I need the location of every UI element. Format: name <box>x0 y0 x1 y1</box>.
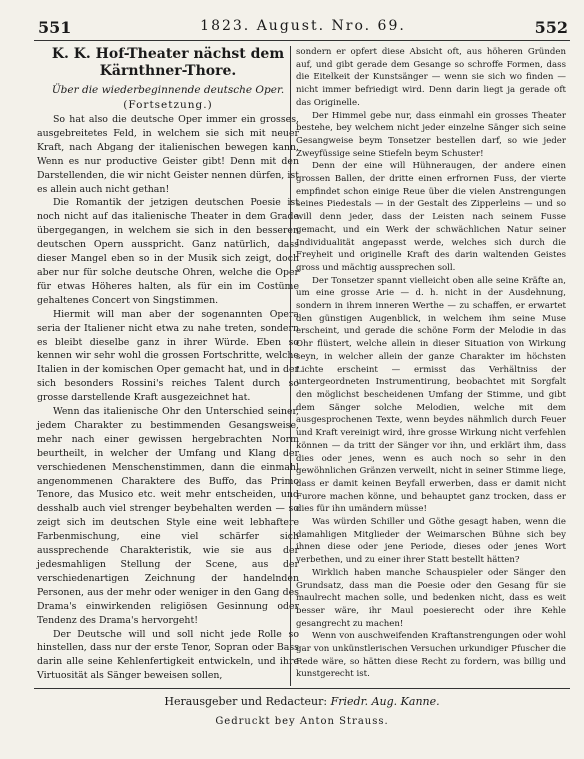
paragraph: Denn der eine will Hühneraugen, der andere einen grossen Ballen, der dritte einen erfrornen Fuss, der vierte empfindet schon einige Reue über die vielen Anstrengungen seines Piedestals — in der Gestalt des Zipperleins — und so will denn jeder, dass der Leisten nach seinem Fusse gemacht, und ein Werk der schwächlichen Natur seiner Individualität angepasst werde, welches sich durch die Freyheit und originelle Kraft des darin waltenden Geistes gross und mächtig aussprechen soll. <box>296 161 566 273</box>
editor-label: Herausgeber und Redacteur: <box>164 695 328 708</box>
paragraph: Die Romantik der jetzigen deutschen Poesie ist noch nicht auf das italienische Theater in dem Grade übergegangen, in welchem sie sich in den besseren deutschen Opern ausspricht. Ganz natürlich, dass dieser Mangel eben so in der Musik sich zeigt, doch aber nur für solche deutsche Ohren, welche die Oper für etwas Höheres halten, als für ein im Costüme gehaltenes Concert von Singstimmen. <box>37 197 299 306</box>
printer-line: Gedruckt bey Anton Strauss. <box>215 716 389 727</box>
paragraph: sondern er opfert diese Absicht oft, aus höheren Gründen auf, und gibt gerade dem Gesange so schroffe Formen, dass die Eitelkeit der Kunstsänger — wenn sie sich wo finden — nicht immer befriedigt wird. Denn darin liegt ja gerade oft das Originelle. <box>296 47 566 108</box>
page-number-right: 552 <box>534 18 568 37</box>
paragraph: Der Deutsche will und soll nicht jede Rolle so hinstellen, dass nur der erste Tenor, Sopran oder Bass darin alle seine Kehlenfertigkeit entwickeln, und ihre Virtuosität als Sänger beweisen sollen, <box>37 628 299 682</box>
left-column <box>37 46 299 683</box>
article-title: K. K. Hof-Theater nächst dem Kärnthner-Thore. <box>51 46 285 79</box>
header-rule <box>34 40 570 41</box>
paragraph: Was würden Schiller und Göthe gesagt haben, wenn die damahligen Mitglieder der Weimarschen Bühne sich bey ihnen diese oder jene Periode, dieses oder jenes Wort verbethen, und zu einer ihrer Statt bestellt hätten? <box>296 517 566 566</box>
continuation-label: (Fortsetzung.) <box>123 99 213 111</box>
article-subtitle: Über die wiederbeginnende deutsche Oper. <box>51 84 285 96</box>
running-title: 1823. August. Nro. 69. <box>200 18 406 34</box>
column-rule <box>290 46 291 686</box>
footer-rule <box>34 688 570 689</box>
editor-line <box>34 695 570 708</box>
page-header <box>38 14 568 38</box>
paragraph: Der Tonsetzer spannt vielleicht oben alle seine Kräfte an, um eine grosse Arie — d. h. nicht in der Ausdehnung, sondern in ihrem inneren Werthe — zu schaffen, er erwartet den günstigen Augenblick, in welchem ihm seine Muse erscheint, und gerade die schöne Form der Melodie in das Ohr flüstert, welche allein in dieser Situation von Wirkung seyn, in welcher allein der ganze Charakter im höchsten Lichte erscheint — ermisst das Verhältniss der untergeordneten Instrumentirung, beobachtet mit Sorgfalt den möglichst bescheidenen Umfang der Stimme, und gibt dem Sänger solche Melodien, welche mit dem ausgesprochenen Texte, wenn beydes nähmlich durch Feuer und Kraft vereinigt wird, ihre grosse Wirkung nicht verfehlen können — da tritt der Sänger vor ihn, und erklärt ihm, dass dies oder jenes, wenn es auch noch so sehr in den gewöhnlichen Gränzen verweilt, nicht in seiner Stimme liege, dass er damit keinen Beyfall erwerben, dass er damit nicht Furore machen könne, und behauptet ganz trocken, dass er dies für ihn umändern müsse! <box>296 275 566 515</box>
page-number-left: 551 <box>38 18 72 37</box>
paragraph: Wirklich haben manche Schauspieler oder Sänger den Grundsatz, dass man die Poesie oder den Gesang für sie maulrecht machen solle, und bedenken nicht, dass es weit besser wäre, ihr Maul poesierecht oder ihre Kehle gesangrecht zu machen! <box>296 567 566 629</box>
paragraph: Der Himmel gebe nur, dass einmahl ein grosses Theater bestehe, bey welchem nicht jeder einzelne Sänger sich seine Gesangweise beym Tonsetzer bestellen darf, so wie jeder Zweyfüssige seine Stiefeln beym Schuster! <box>296 110 566 159</box>
paragraph: So hat also die deutsche Oper immer ein grosses, ausgebreitetes Feld, in welchem sie sich mit neuer Kraft, nach Abgang der italienischen bewegen kann. Wenn es nur productive Geister gibt! Denn mit den Darstellenden, die wir nicht Geister nennen dürfen, ist es allein auch nicht gethan! <box>37 114 299 195</box>
paragraph: Wenn von auschweifenden Kraftanstrengungen oder wohl gar von unkünstlerischen Versuchen urkundiger Pfuscher die Rede wäre, so hätten diese Recht zu fordern, was billig und kunstgerecht ist. <box>296 631 566 680</box>
editor-name: Friedr. Aug. Kanne. <box>330 695 440 708</box>
right-column <box>296 46 566 681</box>
paragraph: Wenn das italienische Ohr den Unterschied seiner, jedem Charakter zu bestimmenden Gesangsweise, mehr nach einer gewissen hergebrachten Norm beurtheilt, in welcher der Umfang und Klang der verschiedenen Menschenstimmen, dann die einmahl angenommenen Charaktere des Buffo, das Primo Tenore, das Musico etc. weit mehr entscheiden, und desshalb auch viel strenger beybehalten werden — so zeigt sich im deutschen Style eine weit lebhaftere Farbenmischung, eine viel schärfer sich aussprechende Charakteristik, wie sie aus der jedesmahligen Stellung der Scene, aus der verschiedenartigen Zeichnung der handelnden Personen, aus der mehr oder weniger in den Gang des Drama's einwirkenden religiösen Gesinnung oder Tendenz des Drama's hervorgeht! <box>37 406 299 626</box>
paragraph: Hiermit will man aber der sogenannten Opera seria der Italiener nicht etwa zu nahe treten, sondern es bleibt dieselbe ganz in ihrer Würde. Eben so kennen wir sehr wohl die grossen Fortschritte, welche Italien in der komischen Oper gemacht hat, und in der sich besonders Rossini's reiches Talent durch so grosse darstellende Kraft ausgezeichnet hat. <box>37 308 299 404</box>
